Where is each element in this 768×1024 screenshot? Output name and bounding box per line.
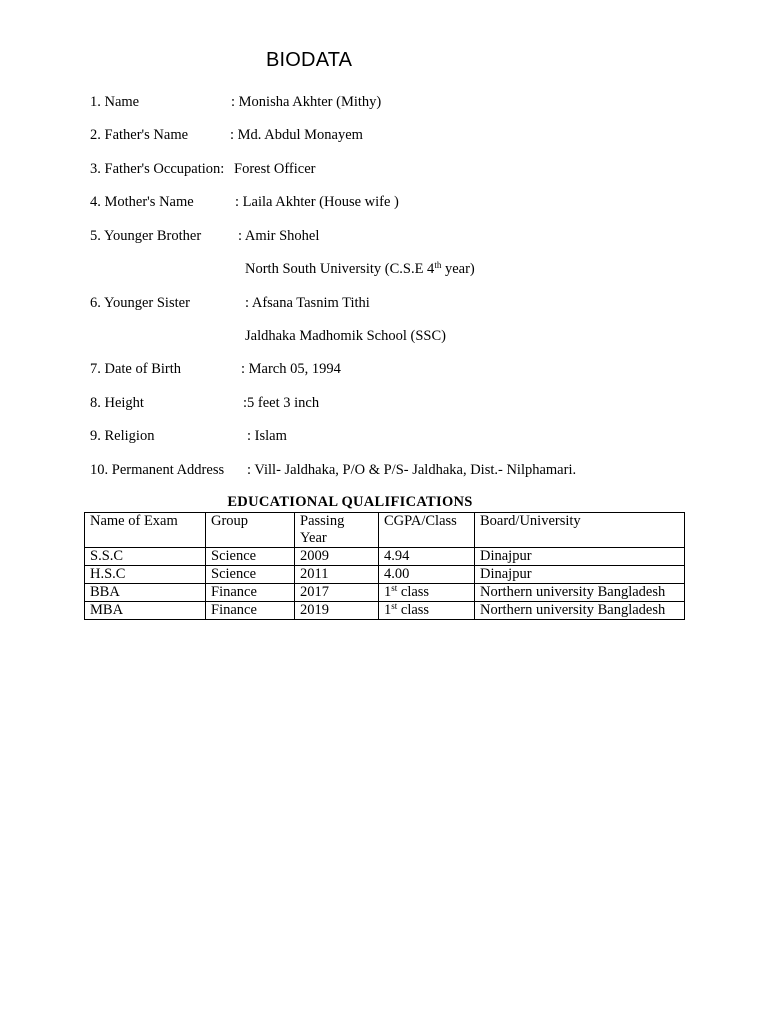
header-cell: Name of Exam xyxy=(85,513,206,548)
table-cell: 2019 xyxy=(295,602,379,620)
header-text: Passing xyxy=(300,513,345,529)
field-value: : March 05, 1994 xyxy=(241,361,341,377)
table-cell: S.S.C xyxy=(85,548,206,566)
field-label: 3. Father's Occupation: xyxy=(90,161,225,177)
page-title: BIODATA xyxy=(266,49,353,71)
table-cell: 2009 xyxy=(295,548,379,566)
table-cell: BBA xyxy=(85,584,206,602)
table-cell: Northern university Bangladesh xyxy=(475,584,685,602)
table-cell: 2017 xyxy=(295,584,379,602)
header-cell: Group xyxy=(206,513,295,548)
cell-text: 4.94 xyxy=(384,548,410,564)
ordinal-suffix: st xyxy=(391,583,398,593)
education-table xyxy=(84,512,685,620)
cell-text: class xyxy=(397,584,430,600)
header-cell: Board/University xyxy=(475,513,685,548)
field-value: : Islam xyxy=(247,428,287,444)
header-cell: CGPA/Class xyxy=(379,513,475,548)
table-cell: Dinajpur xyxy=(475,566,685,584)
field-label: 8. Height xyxy=(90,395,144,411)
table-cell xyxy=(379,566,475,584)
field-label: 1. Name xyxy=(90,94,140,110)
detail-text: year) xyxy=(441,261,475,277)
cell-text: class xyxy=(397,602,430,618)
cell-text: 1 xyxy=(384,602,392,618)
table-cell: MBA xyxy=(85,602,206,620)
field-label: 10. Permanent Address xyxy=(90,462,225,478)
table-cell: Finance xyxy=(206,584,295,602)
header-cell xyxy=(295,513,379,548)
field-value: :5 feet 3 inch xyxy=(243,395,320,411)
field-label: 4. Mother's Name xyxy=(90,194,194,210)
table-cell: Northern university Bangladesh xyxy=(475,602,685,620)
table-cell xyxy=(379,548,475,566)
field-value: : Laila Akhter (House wife ) xyxy=(235,194,399,210)
field-value: : Vill- Jaldhaka, P/O & P/S- Jaldhaka, Dist.- Nilphamari. xyxy=(247,462,577,478)
field-value: Forest Officer xyxy=(234,161,316,177)
table-cell xyxy=(379,584,475,602)
table-row xyxy=(85,602,685,620)
table-cell: H.S.C xyxy=(85,566,206,584)
header-text: Year xyxy=(300,530,327,546)
table-row xyxy=(85,584,685,602)
ordinal-suffix: th xyxy=(434,260,442,270)
table-cell: Science xyxy=(206,566,295,584)
field-value: : Monisha Akhter (Mithy) xyxy=(231,94,382,110)
table-row xyxy=(85,548,685,566)
field-value: : Afsana Tasnim Tithi xyxy=(245,295,370,311)
field-sister-detail: Jaldhaka Madhomik School (SSC) xyxy=(245,328,446,344)
table-cell: 2011 xyxy=(295,566,379,584)
table-row xyxy=(85,566,685,584)
field-value: : Amir Shohel xyxy=(238,228,320,244)
field-label: 5. Younger Brother xyxy=(90,228,202,244)
field-label: 7. Date of Birth xyxy=(90,361,182,377)
field-brother-detail xyxy=(245,260,475,278)
ordinal-suffix: st xyxy=(391,601,398,611)
table-cell: Dinajpur xyxy=(475,548,685,566)
detail-text: North South University (C.S.E 4 xyxy=(245,261,435,277)
field-label: 2. Father's Name xyxy=(90,127,189,143)
education-heading xyxy=(0,494,700,511)
cell-text: 1 xyxy=(384,584,392,600)
education-heading-text: EDUCATIONAL QUALIFICATIONS xyxy=(227,494,473,510)
table-cell: Science xyxy=(206,548,295,566)
table-header-row xyxy=(85,513,685,548)
table-cell: Finance xyxy=(206,602,295,620)
field-label: 9. Religion xyxy=(90,428,155,444)
field-value: : Md. Abdul Monayem xyxy=(230,127,363,143)
table-cell xyxy=(379,602,475,620)
cell-text: 4.00 xyxy=(384,566,410,582)
field-label: 6. Younger Sister xyxy=(90,295,190,311)
